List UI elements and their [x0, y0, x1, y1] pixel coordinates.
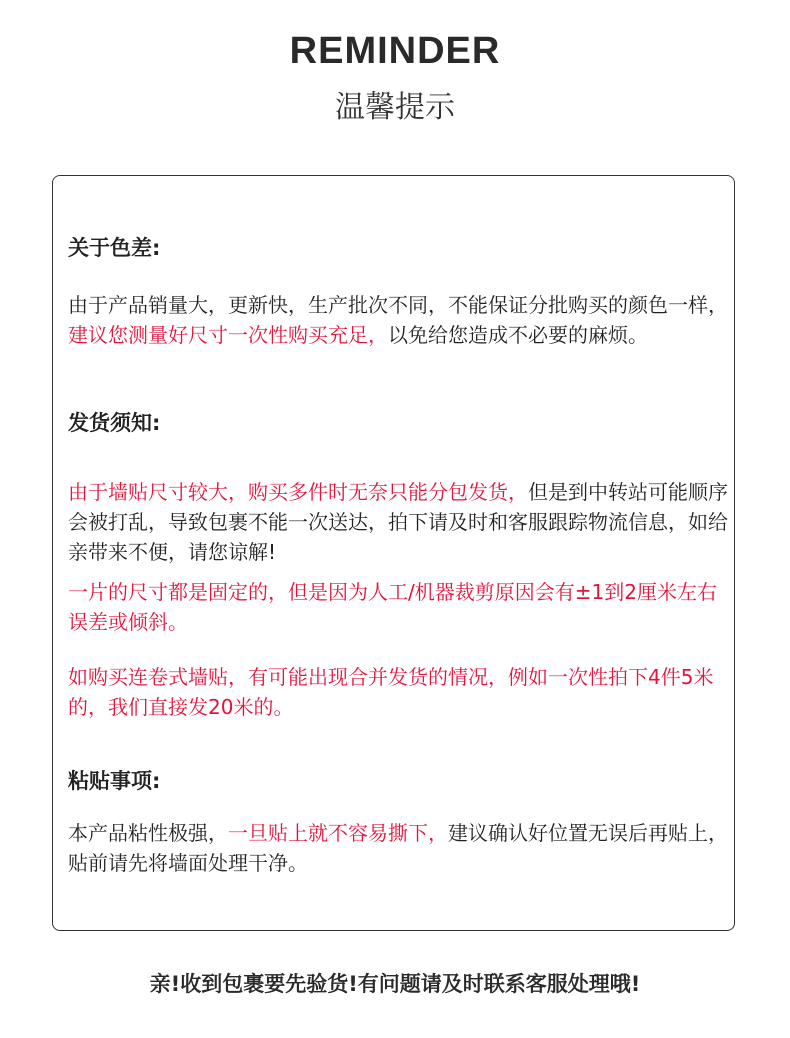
shipping-text-black: 但是到中转站可能顺序会被打乱，导致包裹不能一次送达，拍下请及时和客服跟踪物流信息，如给亲带来不便，请您谅解! — [68, 480, 728, 564]
shipping-paragraph-1 — [68, 477, 728, 567]
shipping-heading: 发货须知: — [68, 411, 161, 435]
sticking-paragraph — [68, 818, 728, 878]
page-title-cn: 温馨提示 — [335, 90, 455, 125]
sticking-heading: 粘贴事项: — [68, 769, 161, 793]
color-diff-text-red: 建议您测量好尺寸一次性购买充足， — [68, 323, 388, 347]
footer-note: 亲!收到包裹要先验货!有问题请及时联系客服处理哦! — [149, 972, 641, 996]
sticking-text-b: 建议确认好位置无误后再贴上，贴前请先将墙面处理干净。 — [68, 821, 728, 875]
page-title-en: REMINDER — [289, 30, 501, 72]
color-diff-text-b: 以免给您造成不必要的麻烦。 — [388, 323, 648, 347]
sticking-text-red: 一旦贴上就不容易撕下， — [228, 821, 448, 845]
sticking-text-a: 本产品粘性极强， — [68, 821, 228, 845]
color-diff-text-a: 由于产品销量大，更新快，生产批次不同，不能保证分批购买的颜色一样， — [68, 293, 728, 317]
color-diff-heading: 关于色差: — [68, 236, 161, 260]
shipping-text-red: 由于墙贴尺寸较大，购买多件时无奈只能分包发货， — [68, 480, 528, 504]
shipping-paragraph-3: 如购买连卷式墙贴，有可能出现合并发货的情况，例如一次性拍下4件5米的，我们直接发20米的。 — [68, 665, 714, 719]
color-diff-paragraph — [68, 290, 728, 350]
shipping-paragraph-2: 一片的尺寸都是固定的，但是因为人工/机器裁剪原因会有±1到2厘米左右误差或倾斜。 — [68, 580, 717, 634]
